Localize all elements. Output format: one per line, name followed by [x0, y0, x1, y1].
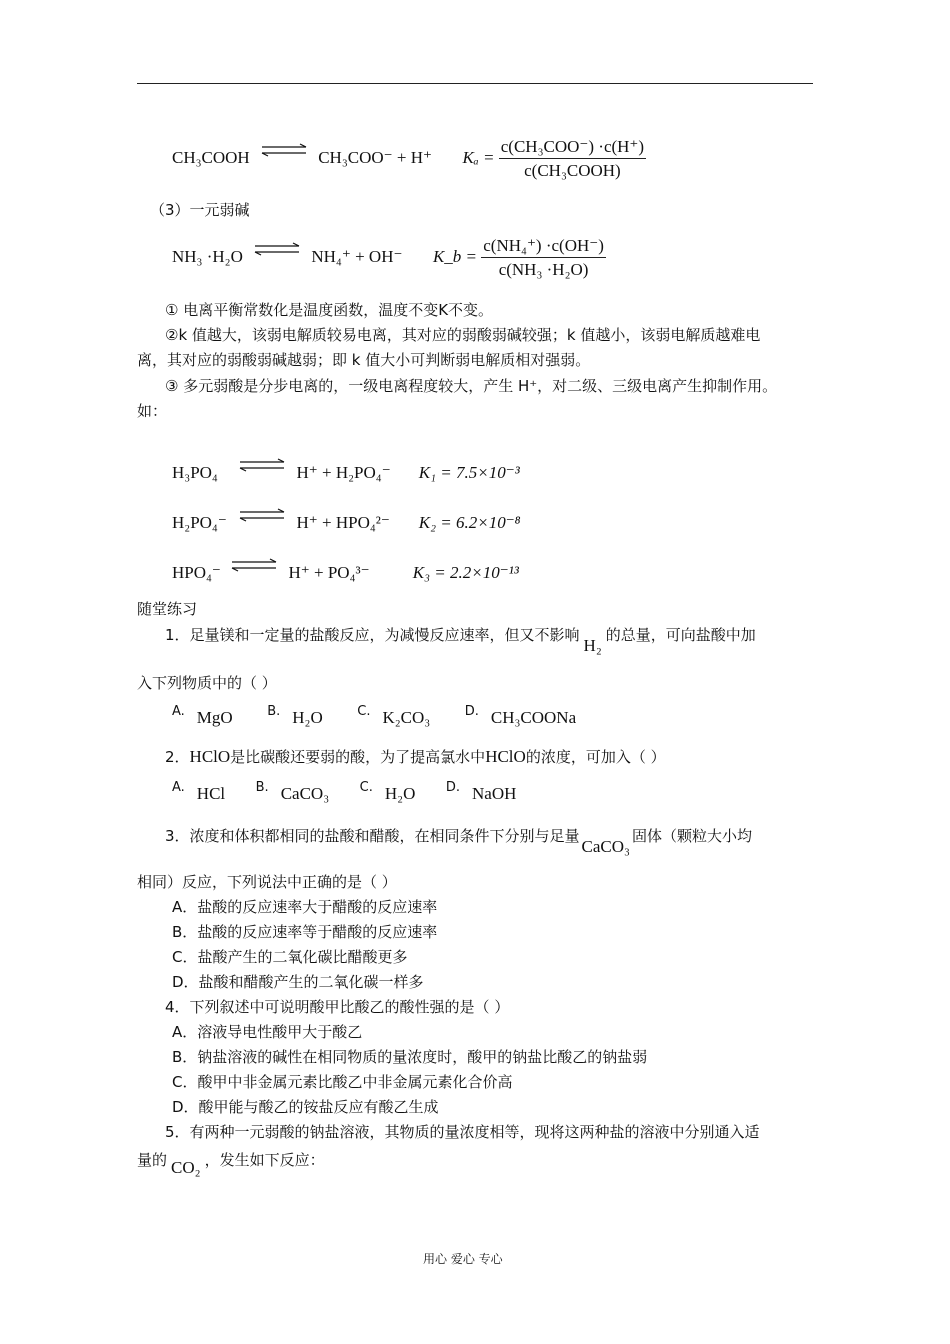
eq-left: H₂PO₄⁻	[172, 513, 227, 532]
ka-numerator: c(CH₃COO⁻) ·c(H⁺)	[499, 137, 646, 159]
kb-numerator: c(NH₄⁺) ·c(OH⁻)	[481, 236, 606, 258]
q4-option-a[interactable]: A．溶液导电性酸甲大于酸乙	[172, 1023, 363, 1041]
eq-right: NH₄⁺ + OH⁻	[311, 246, 403, 266]
question-5-line-2: 量的 CO₂ ，发生如下反应：	[137, 1151, 325, 1177]
q3-option-c[interactable]: C．盐酸产生的二氧化碳比醋酸更多	[172, 948, 408, 966]
q3-option-d[interactable]: D．盐酸和醋酸产生的二氧化碳一样多	[172, 973, 424, 991]
q4-option-b[interactable]: B．钠盐溶液的碱性在相同物质的量浓度时，酸甲的钠盐比酸乙的钠盐弱	[172, 1048, 648, 1066]
practice-title: 随堂练习	[137, 600, 198, 618]
k2-value: K₂ = 6.2×10⁻⁸	[418, 513, 521, 532]
equation-ammonia	[172, 236, 606, 280]
equilibrium-arrow-icon	[260, 143, 308, 157]
k1-value: K₁ = 7.5×10⁻³	[418, 463, 520, 482]
kb-denominator: c(NH₃ ·H₂O)	[498, 260, 589, 279]
q3-option-b[interactable]: B．盐酸的反应速率等于醋酸的反应速率	[172, 923, 438, 941]
eq-left: H₃PO₄	[172, 463, 218, 482]
question-4-stem: 4．下列叙述中可说明酸甲比酸乙的酸性强的是（ ）	[165, 998, 510, 1016]
question-3-line-2: 相同）反应，下列说法中正确的是（ ）	[137, 873, 397, 891]
eq-left: CH₃COOH	[172, 147, 250, 167]
eq-right: H⁺ + HPO₄²⁻	[296, 513, 390, 532]
q4-option-d[interactable]: D．酸甲能与酸乙的铵盐反应有酸乙生成	[172, 1098, 439, 1116]
eq-left: NH₃ ·H₂O	[172, 246, 243, 266]
option-c[interactable]: $^{C.}$ H₂O	[359, 780, 416, 803]
equilibrium-arrow-icon	[230, 558, 278, 572]
note-1: ① 电离平衡常数化是温度函数，温度不变K不变。	[165, 301, 494, 319]
q4-option-c[interactable]: C．酸甲中非金属元素比酸乙中非金属元素化合价高	[172, 1073, 513, 1091]
q2-formula-1: HClO	[189, 747, 231, 766]
question-1-line-1	[165, 622, 756, 655]
equilibrium-arrow-icon	[253, 242, 301, 256]
q3-formula: CaCO₃	[581, 837, 630, 856]
q1-stem-b: 的总量，可向盐酸中加	[605, 626, 756, 644]
kb-label: K_b =	[432, 246, 478, 266]
page-footer: 用心 爱心 专心	[423, 1252, 503, 1266]
question-5-line-1: 5．有两种一元弱酸的钠盐溶液，其物质的量浓度相等，现将这两种盐的溶液中分别通入适	[165, 1123, 760, 1141]
q1-stem-a: 1．足量镁和一定量的盐酸反应，为减慢反应速率，但又不影响	[165, 626, 580, 644]
question-2-options	[172, 780, 517, 804]
phosphoric-step-3	[172, 558, 519, 583]
option-b[interactable]: $^{B.}$ CaCO₃	[255, 780, 330, 803]
option-d[interactable]: $^{D.}$ CH₃COONa	[464, 704, 577, 727]
ka-fraction	[499, 137, 646, 181]
option-d[interactable]: $^{D.}$ NaOH	[445, 780, 517, 803]
ka-label: Kₐ =	[462, 147, 495, 167]
note-3-line-2: 如：	[137, 402, 168, 420]
equation-acetic-acid	[172, 137, 646, 181]
eq-right: H⁺ + H₂PO₄⁻	[296, 463, 391, 482]
kb-fraction	[481, 236, 606, 280]
equilibrium-arrow-icon	[238, 458, 286, 472]
eq-right: H⁺ + PO₄³⁻	[288, 563, 370, 582]
question-1-line-2: 入下列物质中的（ ）	[137, 674, 277, 692]
eq-right: CH₃COO⁻ + H⁺	[318, 147, 432, 167]
q2-formula-2: HClO	[485, 747, 526, 766]
option-a[interactable]: $^{A.}$ HCl	[172, 780, 226, 803]
q5-formula: CO₂	[171, 1158, 201, 1177]
header-rule	[137, 83, 813, 84]
k3-value: K₃ = 2.2×10⁻¹³	[412, 563, 519, 582]
ka-denominator: c(CH₃COOH)	[524, 161, 621, 180]
equilibrium-arrow-icon	[238, 508, 286, 522]
option-c[interactable]: $^{C.}$ K₂CO₃	[357, 704, 431, 727]
q1-formula: H₂	[583, 636, 602, 655]
note-3-line-1: ③ 多元弱酸是分步电离的，一级电离程度较大，产生 H⁺，对二级、三级电离产生抑制作用。	[165, 377, 778, 395]
question-1-options	[172, 704, 577, 728]
section-heading-weak-base: （3）一元弱碱	[150, 201, 250, 219]
phosphoric-step-2	[172, 508, 521, 533]
question-3-line-1: 3．浓度和体积都相同的盐酸和醋酸，在相同条件下分别与足量CaCO₃固体（颗粒大小均	[165, 827, 752, 856]
option-b[interactable]: $^{B.}$ H₂O	[267, 704, 323, 727]
note-2-line-1: ②k 值越大，该弱电解质较易电离，其对应的弱酸弱碱较强；k 值越小，该弱电解质越难电	[165, 326, 761, 344]
option-a[interactable]: $^{A.}$ MgO	[172, 704, 233, 727]
eq-left: HPO₄⁻	[172, 563, 221, 582]
note-2-line-2: 离，其对应的弱酸弱碱越弱；即 k 值大小可判断弱电解质相对强弱。	[137, 351, 591, 369]
phosphoric-step-1	[172, 458, 520, 483]
q3-option-a[interactable]: A．盐酸的反应速率大于醋酸的反应速率	[172, 898, 438, 916]
question-2-stem: 2．HClO是比碳酸还要弱的酸，为了提高氯水中HClO的浓度，可加入（ ）	[165, 747, 666, 766]
